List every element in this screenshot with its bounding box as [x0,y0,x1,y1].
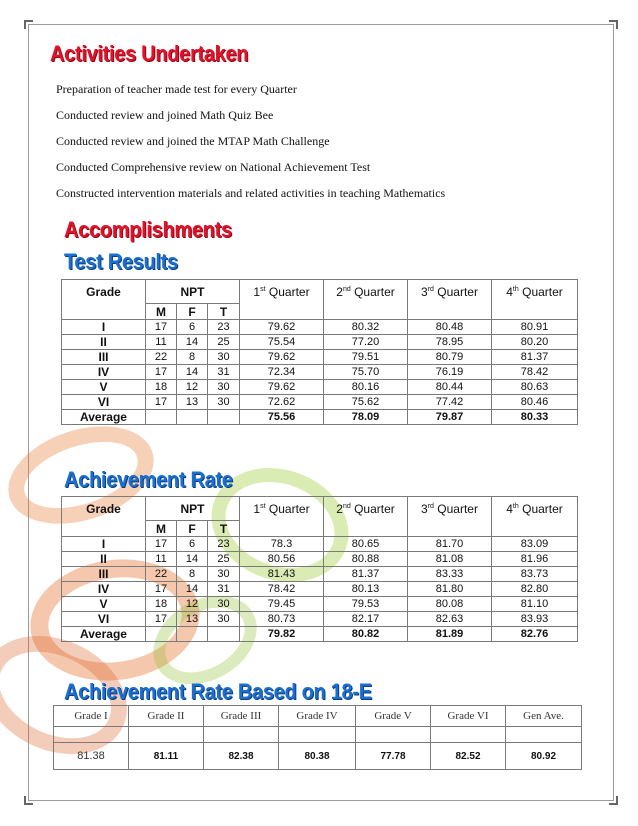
table-header-row [54,706,582,727]
empty-cell [146,410,177,425]
empty-cell [177,410,208,425]
test-results-heading: Test Results [64,250,178,275]
quarter-3-value: 80.44 [408,380,492,395]
quarter-word: Quarter [437,285,478,299]
npt-header: NPT [146,497,240,521]
quarter-2-value: 81.37 [324,567,408,582]
male-count-cell: 18 [146,380,177,395]
grade-header: Grade [62,497,146,537]
corner-mark-bottom-right [609,796,618,805]
total-count-cell: 30 [208,567,240,582]
quarter-word: Quarter [268,285,310,299]
female-count-cell: 12 [177,597,208,612]
quarter-1-header [240,497,324,537]
quarter-1-header [240,280,324,320]
average-quarter-4-value: 80.33 [492,410,578,425]
grade-ii-header: Grade II [129,706,204,727]
quarter-4-value: 78.42 [492,365,578,380]
male-count-cell: 18 [146,597,177,612]
table-row [62,537,578,552]
quarter-4-value: 81.10 [492,597,578,612]
grade-cell: V [62,380,146,395]
spacer-cell [204,727,279,743]
quarter-2-value: 80.13 [324,582,408,597]
table-header-row [62,280,578,304]
quarter-4-value: 83.93 [492,612,578,627]
quarter-number: 4 [506,502,513,516]
average-row [62,627,578,642]
spacer-cell [279,727,356,743]
activity-item: Constructed intervention materials and related activities in teaching Mathematics [56,186,446,200]
quarter-suffix: st [260,286,266,293]
male-header: M [146,304,177,320]
table-spacer-row [54,727,582,743]
quarter-1-value: 79.62 [240,350,324,365]
quarter-2-value: 80.16 [324,380,408,395]
female-header: F [177,521,208,537]
corner-mark-top-right [609,20,618,29]
quarter-4-value: 83.09 [492,537,578,552]
average-quarter-4-value: 82.76 [492,627,578,642]
quarter-4-value: 80.20 [492,335,578,350]
quarter-2-value: 80.88 [324,552,408,567]
quarter-suffix: st [260,503,266,510]
quarter-3-value: 82.63 [408,612,492,627]
empty-cell [146,627,177,642]
grade-i-value: 81.38 [54,743,129,770]
grade-vi-header: Grade VI [431,706,506,727]
grade-cell: I [62,320,146,335]
grade-cell: IV [62,582,146,597]
average-quarter-3-value: 81.89 [408,627,492,642]
quarter-4-value: 80.91 [492,320,578,335]
quarter-2-value: 77.20 [324,335,408,350]
quarter-4-value: 82.80 [492,582,578,597]
male-count-cell: 17 [146,582,177,597]
grade-cell: VI [62,612,146,627]
table-row [62,552,578,567]
activity-item: Preparation of teacher made test for every Quarter [56,82,297,96]
female-count-cell: 8 [177,350,208,365]
empty-cell [208,410,240,425]
grade-cell: VI [62,395,146,410]
achievement-18e-heading: Achievement Rate Based on 18-E [64,680,372,705]
quarter-4-value: 80.63 [492,380,578,395]
total-count-cell: 30 [208,380,240,395]
average-quarter-2-value: 80.82 [324,627,408,642]
grade-iii-header: Grade III [204,706,279,727]
quarter-3-value: 81.08 [408,552,492,567]
activities-heading: Activities Undertaken [50,42,249,67]
table-row [62,612,578,627]
total-count-cell: 23 [208,320,240,335]
test-results-table [61,279,578,425]
table-row [62,335,578,350]
quarter-suffix: rd [427,503,434,510]
quarter-word: Quarter [437,502,478,516]
female-header: F [177,304,208,320]
quarter-1-value: 79.62 [240,320,324,335]
average-quarter-3-value: 79.87 [408,410,492,425]
female-count-cell: 6 [177,320,208,335]
male-count-cell: 17 [146,612,177,627]
gen-ave-header: Gen Ave. [506,706,582,727]
quarter-word: Quarter [522,285,563,299]
table-header-row [62,497,578,521]
quarter-1-value: 79.62 [240,380,324,395]
female-count-cell: 14 [177,582,208,597]
female-count-cell: 8 [177,567,208,582]
male-count-cell: 11 [146,552,177,567]
quarter-1-value: 80.73 [240,612,324,627]
quarter-2-header [324,497,408,537]
grade-iii-value: 82.38 [204,743,279,770]
quarter-word: Quarter [354,285,395,299]
quarter-3-value: 83.33 [408,567,492,582]
female-count-cell: 13 [177,612,208,627]
spacer-cell [129,727,204,743]
average-quarter-2-value: 78.09 [324,410,408,425]
table-row [62,350,578,365]
grade-vi-value: 82.52 [431,743,506,770]
female-count-cell: 12 [177,380,208,395]
quarter-suffix: nd [342,503,351,510]
quarter-4-header [492,497,578,537]
spacer-cell [54,727,129,743]
table-row [62,597,578,612]
quarter-1-value: 81.43 [240,567,324,582]
average-row [62,410,578,425]
average-label: Average [62,627,146,642]
quarter-2-value: 75.62 [324,395,408,410]
average-label: Average [62,410,146,425]
npt-header: NPT [146,280,240,304]
grade-cell: II [62,335,146,350]
achievement-18e-table [53,705,582,770]
spacer-cell [431,727,506,743]
female-count-cell: 14 [177,552,208,567]
quarter-number: 2 [336,285,343,299]
frame-left-line [28,24,29,800]
quarter-4-value: 81.37 [492,350,578,365]
table-row [62,567,578,582]
quarter-1-value: 72.62 [240,395,324,410]
activity-item: Conducted review and joined the MTAP Math Challenge [56,134,330,148]
quarter-1-value: 72.34 [240,365,324,380]
quarter-number: 1 [253,502,261,516]
female-count-cell: 6 [177,537,208,552]
grade-i-header: Grade I [54,706,129,727]
quarter-3-value: 76.19 [408,365,492,380]
empty-cell [208,627,240,642]
empty-cell [177,627,208,642]
total-header: T [208,304,240,320]
total-count-cell: 31 [208,365,240,380]
frame-bottom-line [28,800,614,801]
grade-cell: IV [62,365,146,380]
quarter-number: 1 [253,285,261,299]
quarter-2-header [324,280,408,320]
activity-item: Conducted Comprehensive review on National Achievement Test [56,160,371,174]
grade-v-value: 77.78 [356,743,431,770]
quarter-number: 4 [506,285,513,299]
corner-mark-bottom-left [24,796,33,805]
quarter-4-value: 81.96 [492,552,578,567]
male-count-cell: 22 [146,567,177,582]
frame-top-line [28,24,614,25]
quarter-number: 2 [336,502,343,516]
average-quarter-1-value: 75.56 [240,410,324,425]
quarter-2-value: 79.53 [324,597,408,612]
female-count-cell: 14 [177,365,208,380]
total-count-cell: 31 [208,582,240,597]
female-count-cell: 14 [177,335,208,350]
total-count-cell: 30 [208,395,240,410]
quarter-suffix: th [512,286,519,293]
quarter-1-value: 78.42 [240,582,324,597]
quarter-3-value: 81.80 [408,582,492,597]
quarter-3-value: 80.48 [408,320,492,335]
male-header: M [146,521,177,537]
quarter-suffix: th [512,503,519,510]
quarter-1-value: 78.3 [240,537,324,552]
gen-ave-value: 80.92 [506,743,582,770]
male-count-cell: 17 [146,395,177,410]
quarter-2-value: 80.32 [324,320,408,335]
grade-cell: II [62,552,146,567]
quarter-3-header [408,280,492,320]
total-count-cell: 30 [208,597,240,612]
quarter-3-value: 80.08 [408,597,492,612]
table-row [62,365,578,380]
quarter-1-value: 79.45 [240,597,324,612]
male-count-cell: 17 [146,365,177,380]
activity-item: Conducted review and joined Math Quiz Bee [56,108,274,122]
grade-ii-value: 81.11 [129,743,204,770]
table-row [62,320,578,335]
quarter-2-value: 82.17 [324,612,408,627]
achievement-rate-table [61,496,578,642]
average-quarter-1-value: 79.82 [240,627,324,642]
quarter-2-value: 79.51 [324,350,408,365]
activities-list [56,82,616,212]
quarter-suffix: rd [427,286,434,293]
grade-cell: I [62,537,146,552]
grade-iv-header: Grade IV [279,706,356,727]
quarter-2-value: 80.65 [324,537,408,552]
quarter-3-value: 78.95 [408,335,492,350]
grade-cell: III [62,350,146,365]
grade-cell: III [62,567,146,582]
quarter-suffix: nd [342,286,351,293]
quarter-1-value: 75.54 [240,335,324,350]
grade-v-header: Grade V [356,706,431,727]
corner-mark-top-left [24,20,33,29]
quarter-number: 3 [421,502,428,516]
spacer-cell [506,727,582,743]
table-row [62,395,578,410]
achievement-rate-heading: Achievement Rate [64,468,233,493]
total-count-cell: 25 [208,335,240,350]
table-row [62,582,578,597]
table-row [62,380,578,395]
accomplishments-heading: Accomplishments [64,218,232,243]
quarter-word: Quarter [354,502,395,516]
quarter-1-value: 80.56 [240,552,324,567]
quarter-4-value: 80.46 [492,395,578,410]
quarter-word: Quarter [522,502,563,516]
quarter-word: Quarter [268,502,310,516]
male-count-cell: 11 [146,335,177,350]
total-header: T [208,521,240,537]
quarter-4-header [492,280,578,320]
male-count-cell: 17 [146,320,177,335]
quarter-4-value: 83.73 [492,567,578,582]
quarter-2-value: 75.70 [324,365,408,380]
table-row [54,743,582,770]
male-count-cell: 22 [146,350,177,365]
quarter-3-value: 77.42 [408,395,492,410]
quarter-number: 3 [421,285,428,299]
grade-header: Grade [62,280,146,320]
quarter-3-value: 81.70 [408,537,492,552]
grade-cell: V [62,597,146,612]
male-count-cell: 17 [146,537,177,552]
total-count-cell: 25 [208,552,240,567]
female-count-cell: 13 [177,395,208,410]
spacer-cell [356,727,431,743]
total-count-cell: 30 [208,350,240,365]
total-count-cell: 30 [208,612,240,627]
quarter-3-header [408,497,492,537]
grade-iv-value: 80.38 [279,743,356,770]
quarter-3-value: 80.79 [408,350,492,365]
total-count-cell: 23 [208,537,240,552]
